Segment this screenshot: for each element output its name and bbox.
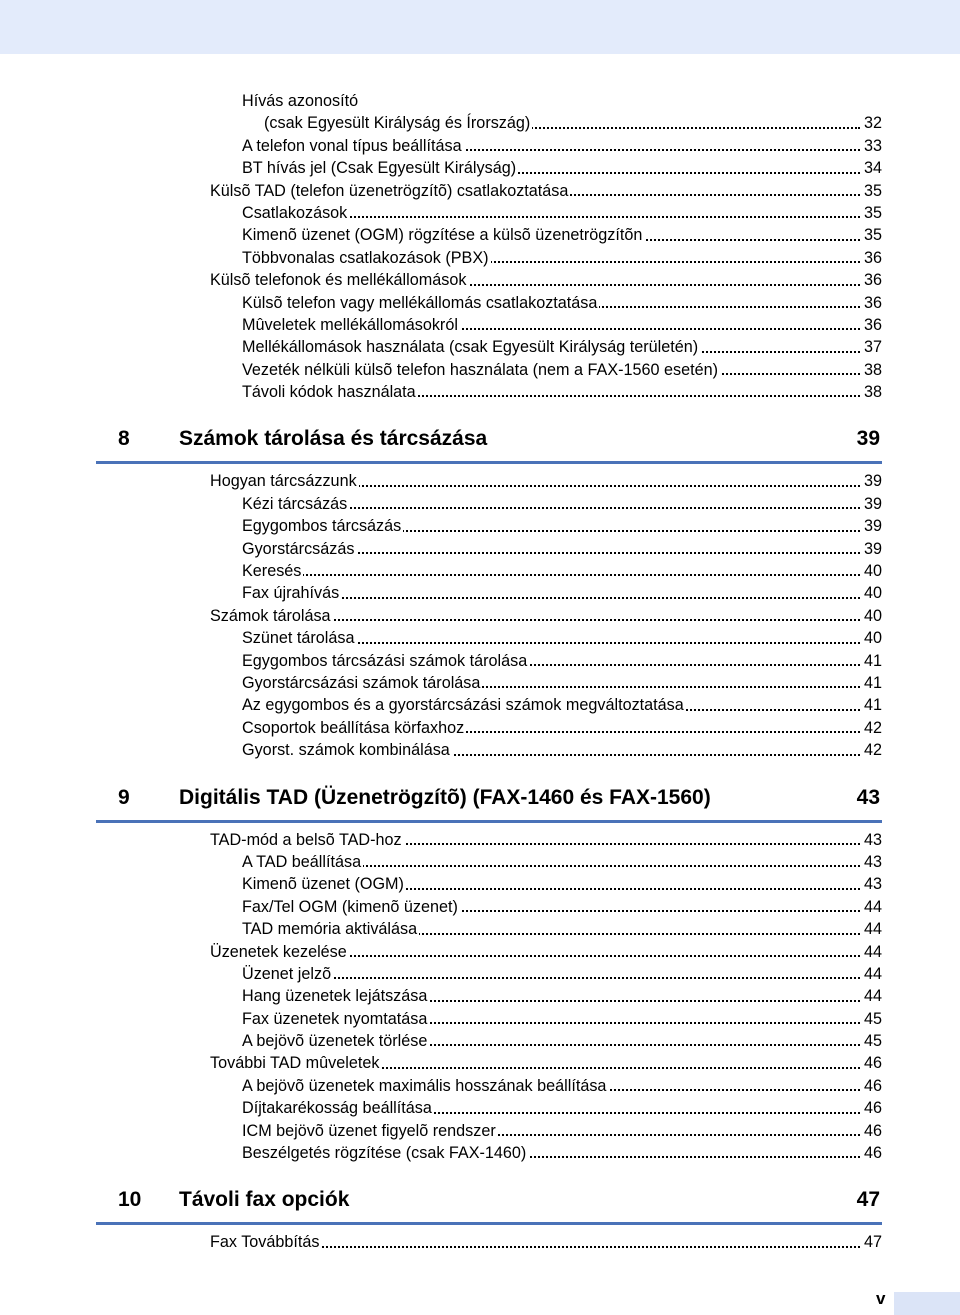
toc-entry-page: 45	[860, 1030, 882, 1052]
toc-entry-page: 39	[860, 515, 882, 537]
toc-entry-page: 40	[860, 605, 882, 627]
toc-entry[interactable]	[96, 1120, 882, 1142]
dot-leader	[242, 977, 860, 979]
toc-entry[interactable]	[96, 202, 882, 224]
toc-entry-page: 39	[860, 538, 882, 560]
toc-entry-title: Fax Továbbítás	[210, 1231, 321, 1253]
toc-entry-page: 46	[860, 1120, 882, 1142]
toc-entry-page: 39	[860, 470, 882, 492]
toc-entry-title: Többvonalas csatlakozások (PBX)	[242, 247, 491, 269]
chapter-title: Távoli fax opciók	[179, 1188, 350, 1212]
toc-entry[interactable]	[96, 314, 882, 336]
toc-entry-title: Egygombos tárcsázás	[242, 515, 403, 537]
chapter-number: 10	[118, 1188, 142, 1212]
chapter-title: Digitális TAD (Üzenetrögzítõ) (FAX-1460 és FAX-1560)	[179, 785, 711, 809]
toc-entry-title: A bejövõ üzenetek maximális hosszának beállítása	[242, 1075, 608, 1097]
chapter-page: 43	[856, 785, 880, 809]
toc-entry[interactable]	[96, 582, 882, 604]
toc-entry-title: Kézi tárcsázás	[242, 493, 349, 515]
toc-entry-title: TAD memória aktiválása	[242, 918, 419, 940]
toc-entry-title: Kimenõ üzenet (OGM) rögzítése a külsõ üzenetrögzítõn	[242, 224, 644, 246]
toc-entry[interactable]	[96, 985, 882, 1007]
chapter-heading[interactable]	[96, 778, 882, 823]
toc-entry-page: 40	[860, 582, 882, 604]
toc-entry-page: 40	[860, 560, 882, 582]
toc-entry-title: Gyorst. számok kombinálása	[242, 739, 452, 761]
toc-entry-title: Külsõ TAD (telefon üzenetrögzítõ) csatlakoztatása	[210, 180, 570, 202]
toc-entry-page: 43	[860, 829, 882, 851]
toc-entry-page: 46	[860, 1097, 882, 1119]
chapter-page: 39	[856, 427, 880, 451]
toc-entry-page: 41	[860, 694, 882, 716]
toc-entry-title: Fax/Tel OGM (kimenõ üzenet)	[242, 896, 460, 918]
toc-entry[interactable]	[96, 650, 882, 672]
toc-entry[interactable]	[96, 515, 882, 537]
toc-entry-page: 44	[860, 985, 882, 1007]
toc-entry[interactable]	[96, 896, 882, 918]
toc-entry-page: 32	[860, 112, 882, 134]
chapter-number: 8	[118, 427, 130, 451]
toc-entry[interactable]	[96, 918, 882, 940]
toc-entry-page: 42	[860, 717, 882, 739]
toc-entry[interactable]	[96, 90, 882, 112]
toc-entry-page: 46	[860, 1075, 882, 1097]
toc-entry[interactable]	[96, 1142, 882, 1164]
toc-entry-page: 38	[860, 381, 882, 403]
toc-entry-page: 36	[860, 292, 882, 314]
chapter-title: Számok tárolása és tárcsázása	[179, 427, 488, 451]
toc-entry[interactable]	[96, 873, 882, 895]
toc-entry-page: 43	[860, 873, 882, 895]
toc-entry[interactable]	[96, 963, 882, 985]
toc-entry[interactable]	[96, 493, 882, 515]
toc-entry-title: Üzenet jelzõ	[242, 963, 333, 985]
toc-entry[interactable]	[96, 538, 882, 560]
toc-entry-title: Hívás azonosító	[242, 90, 360, 112]
toc-entry-page: 35	[860, 180, 882, 202]
toc-entry[interactable]	[96, 292, 882, 314]
toc-entry-title: Vezeték nélküli külsõ telefon használata (nem a FAX-1560 esetén)	[242, 359, 720, 381]
chapter-number: 9	[118, 785, 130, 809]
toc-entry-title: A TAD beállítása	[242, 851, 363, 873]
toc-entry-title: Mûveletek mellékállomásokról	[242, 314, 460, 336]
toc-entry-page: 46	[860, 1142, 882, 1164]
toc-entry-title: Mellékállomások használata (csak Egyesült Királyság területén)	[242, 336, 700, 358]
toc-entry[interactable]	[96, 717, 882, 739]
toc-entry[interactable]	[96, 336, 882, 358]
toc-entry-page: 41	[860, 672, 882, 694]
dot-leader	[242, 574, 860, 576]
toc-entry-page: 35	[860, 224, 882, 246]
toc-entry-title: Hang üzenetek lejátszása	[242, 985, 429, 1007]
toc-entry[interactable]	[96, 672, 882, 694]
toc-entry[interactable]	[96, 851, 882, 873]
toc-entry-title: Távoli kódok használata	[242, 381, 418, 403]
chapter-heading[interactable]	[96, 419, 882, 464]
toc-entry-title: ICM bejövõ üzenet figyelõ rendszer	[242, 1120, 498, 1142]
toc-entry-page: 41	[860, 650, 882, 672]
toc-entry-page: 35	[860, 202, 882, 224]
page-number: v	[876, 1289, 886, 1308]
toc-entry-title: A bejövõ üzenetek törlése	[242, 1030, 429, 1052]
toc-entry[interactable]	[96, 224, 882, 246]
toc-entry[interactable]	[96, 157, 882, 179]
toc-entry-title: Keresés	[242, 560, 303, 582]
header-band	[0, 0, 960, 54]
toc-entry-page: 34	[860, 157, 882, 179]
toc-entry-page: 47	[860, 1231, 882, 1253]
toc-entry-page: 36	[860, 247, 882, 269]
toc-entry-title: Fax újrahívás	[242, 582, 341, 604]
toc-entry[interactable]	[96, 694, 882, 716]
toc-entry-title: Hogyan tárcsázzunk	[210, 470, 359, 492]
toc-entry-page: 45	[860, 1008, 882, 1030]
toc-entry[interactable]	[96, 247, 882, 269]
toc-entry-title: Kimenõ üzenet (OGM)	[242, 873, 406, 895]
toc-entry[interactable]	[96, 359, 882, 381]
toc-entry-page: 46	[860, 1052, 882, 1074]
toc-entry-title: További TAD mûveletek	[210, 1052, 381, 1074]
toc-entry[interactable]	[96, 269, 882, 291]
table-of-contents	[96, 90, 882, 1254]
toc-entry-title: Számok tárolása	[210, 605, 333, 627]
toc-entry-page: 37	[860, 336, 882, 358]
toc-entry[interactable]	[96, 112, 882, 134]
toc-entry[interactable]	[96, 381, 882, 403]
toc-entry[interactable]	[96, 1030, 882, 1052]
toc-entry[interactable]	[96, 560, 882, 582]
toc-entry-page: 36	[860, 269, 882, 291]
toc-entry[interactable]	[96, 1008, 882, 1030]
toc-entry-page: 39	[860, 493, 882, 515]
toc-entry[interactable]	[96, 1231, 882, 1253]
toc-entry-page: 40	[860, 627, 882, 649]
toc-entry-title: Szünet tárolása	[242, 627, 356, 649]
toc-entry-title: Az egygombos és a gyorstárcsázási számok megváltoztatása	[242, 694, 686, 716]
toc-entry-page: 33	[860, 135, 882, 157]
toc-entry[interactable]	[96, 135, 882, 157]
toc-entry[interactable]	[96, 1052, 882, 1074]
toc-entry-page: 43	[860, 851, 882, 873]
toc-entry-title: Üzenetek kezelése	[210, 941, 349, 963]
footer-band	[894, 1292, 960, 1315]
toc-entry-title: (csak Egyesült Királyság és Írország)	[264, 112, 532, 134]
toc-entry-page: 38	[860, 359, 882, 381]
toc-entry-title: Beszélgetés rögzítése (csak FAX-1460)	[242, 1142, 528, 1164]
toc-entry-title: Csoportok beállítása körfaxhoz	[242, 717, 466, 739]
toc-entry-title: Csatlakozások	[242, 202, 349, 224]
toc-entry-page: 44	[860, 963, 882, 985]
toc-entry[interactable]	[96, 627, 882, 649]
toc-entry[interactable]	[96, 941, 882, 963]
toc-entry-title: Egygombos tárcsázási számok tárolása	[242, 650, 529, 672]
toc-entry-title: TAD-mód a belsõ TAD-hoz	[210, 829, 404, 851]
toc-entry-title: Fax üzenetek nyomtatása	[242, 1008, 429, 1030]
toc-entry[interactable]	[96, 739, 882, 761]
toc-entry[interactable]	[96, 1075, 882, 1097]
chapter-page: 47	[856, 1188, 880, 1212]
toc-entry[interactable]	[96, 470, 882, 492]
toc-entry[interactable]	[96, 180, 882, 202]
chapter-heading[interactable]	[96, 1180, 882, 1225]
toc-entry-page: 44	[860, 941, 882, 963]
toc-entry-title: Gyorstárcsázás	[242, 538, 356, 560]
toc-entry-title: Gyorstárcsázási számok tárolása	[242, 672, 482, 694]
toc-entry-title: Külsõ telefon vagy mellékállomás csatlakoztatása	[242, 292, 599, 314]
toc-entry-page: 44	[860, 918, 882, 940]
toc-entry[interactable]	[96, 605, 882, 627]
toc-entry-page: 36	[860, 314, 882, 336]
toc-entry-page: 42	[860, 739, 882, 761]
toc-entry-page: 44	[860, 896, 882, 918]
toc-entry-title: Külsõ telefonok és mellékállomások	[210, 269, 468, 291]
toc-entry[interactable]	[96, 829, 882, 851]
toc-entry-title: Díjtakarékosság beállítása	[242, 1097, 434, 1119]
toc-entry[interactable]	[96, 1097, 882, 1119]
toc-entry-title: A telefon vonal típus beállítása	[242, 135, 464, 157]
toc-entry-title: BT hívás jel (Csak Egyesült Királyság)	[242, 157, 518, 179]
